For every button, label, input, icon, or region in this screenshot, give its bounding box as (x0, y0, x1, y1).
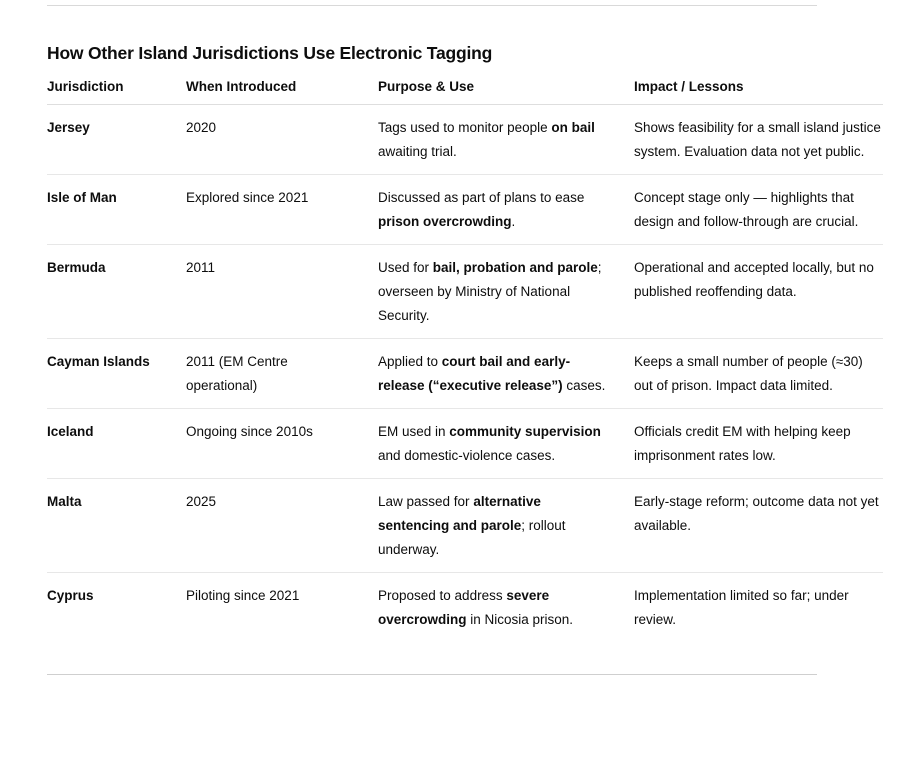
table-row (47, 479, 883, 573)
jurisdictions-table (47, 74, 883, 642)
table-row (47, 105, 883, 175)
cell-impact: Operational and accepted locally, but no published reoffending data. (634, 245, 883, 339)
table-row (47, 175, 883, 245)
cell-purpose: Applied to court bail and early-release (“executive release”) cases. (378, 339, 634, 409)
table-row (47, 573, 883, 643)
cell-when-introduced: 2011 (EM Centre operational) (186, 339, 378, 409)
cell-impact: Officials credit EM with helping keep imprisonment rates low. (634, 409, 883, 479)
table-body (47, 105, 883, 643)
cell-jurisdiction: Cyprus (47, 588, 94, 603)
cell-jurisdiction: Cayman Islands (47, 339, 186, 409)
cell-purpose: Law passed for alternative sentencing and parole; rollout underway. (378, 479, 634, 573)
cell-impact: Keeps a small number of people (≈30) out of prison. Impact data limited. (634, 339, 883, 409)
column-header-jurisdiction: Jurisdiction (47, 74, 186, 105)
cell-jurisdiction: Malta (47, 479, 186, 573)
section-heading: How Other Island Jurisdictions Use Electronic Tagging (47, 43, 493, 63)
column-header-when-introduced: When Introduced (186, 74, 378, 105)
table-row (47, 245, 883, 339)
cell-impact: Shows feasibility for a small island justice system. Evaluation data not yet public. (634, 105, 883, 175)
cell-when-introduced: 2011 (186, 245, 378, 339)
cell-impact: Concept stage only — highlights that design and follow-through are crucial. (634, 175, 883, 245)
cell-when-introduced: Explored since 2021 (186, 175, 378, 245)
cell-jurisdiction: Iceland (47, 409, 186, 479)
cell-purpose: Proposed to address severe overcrowding in Nicosia prison. (378, 588, 574, 627)
document-page (0, 5, 899, 675)
table-row (47, 409, 883, 479)
cell-jurisdiction: Jersey (47, 105, 186, 175)
cell-when-introduced: 2025 (186, 479, 378, 573)
cell-jurisdiction: Isle of Man (47, 175, 186, 245)
cell-jurisdiction: Bermuda (47, 245, 186, 339)
table-header-row (47, 74, 883, 105)
cell-purpose: Tags used to monitor people on bail awaiting trial. (378, 105, 634, 175)
bottom-section-divider (47, 674, 817, 675)
cell-purpose: EM used in community supervision and domestic-violence cases. (378, 409, 634, 479)
cell-purpose: Used for bail, probation and parole; overseen by Ministry of National Security. (378, 245, 634, 339)
column-header-purpose-use: Purpose & Use (378, 74, 634, 105)
cell-purpose: Discussed as part of plans to ease prison overcrowding. (378, 175, 634, 245)
top-section-divider (47, 5, 817, 6)
cell-when-introduced: Piloting since 2021 (186, 588, 300, 603)
cell-impact: Early-stage reform; outcome data not yet available. (634, 479, 883, 573)
table-row (47, 339, 883, 409)
column-header-impact-lessons: Impact / Lessons (634, 74, 883, 105)
cell-when-introduced: 2020 (186, 105, 378, 175)
cell-impact: Implementation limited so far; under review. (634, 588, 849, 627)
cell-when-introduced: Ongoing since 2010s (186, 409, 378, 479)
